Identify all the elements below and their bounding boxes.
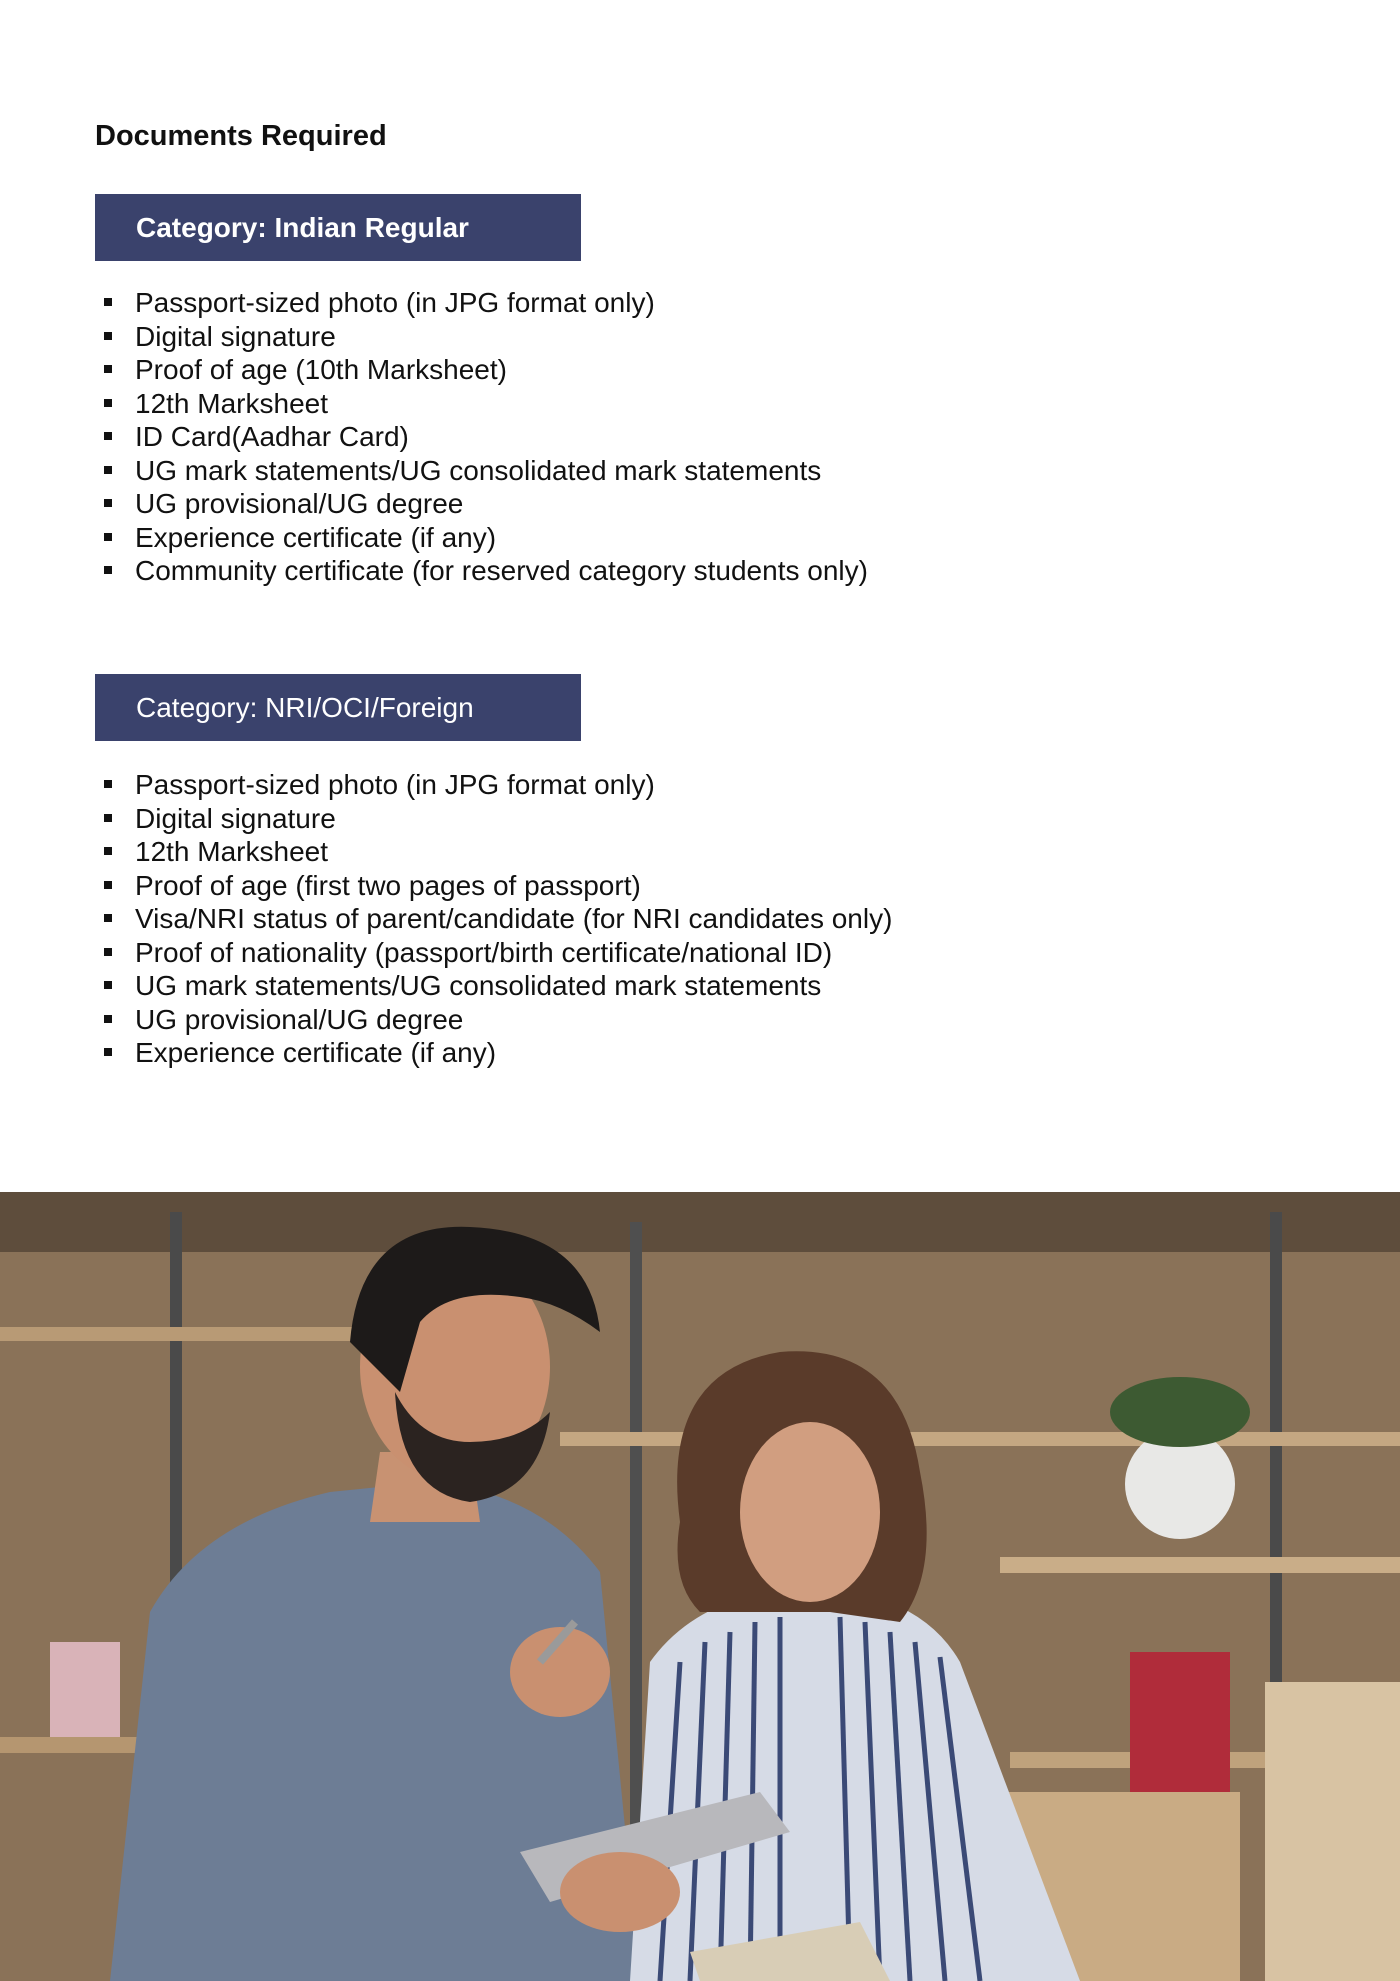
list-item [95,320,868,354]
list-item-text: 12th Marksheet [135,387,328,419]
list-item-text: Passport-sized photo (in JPG format only) [135,769,655,800]
man-hand [560,1852,680,1932]
woman-face [740,1422,880,1602]
list-item-text: Visa/NRI status of parent/candidate (for NRI candidates only) [135,903,893,934]
list-item [95,902,892,936]
shelf-box [1130,1652,1230,1792]
list-item [95,1003,892,1037]
square-bullet-icon [104,1015,112,1023]
list-item [95,1036,892,1070]
square-bullet-icon [104,298,112,306]
list-item [95,487,868,521]
square-bullet-icon [104,948,112,956]
shelf-board [1000,1557,1400,1573]
square-bullet-icon [104,881,112,889]
square-bullet-icon [104,847,112,855]
list-item [95,387,868,421]
square-bullet-icon [104,432,112,440]
page-title: Documents Required [95,120,387,152]
list-item [95,521,868,555]
list-item-text: 12th Marksheet [135,836,328,867]
list-item [95,554,868,588]
square-bullet-icon [104,499,112,507]
square-bullet-icon [104,332,112,340]
square-bullet-icon [104,533,112,541]
list-item [95,835,892,869]
shelf-cabinet [1265,1682,1400,1981]
people-photo [0,1192,1400,1981]
list-item-text: UG mark statements/UG consolidated mark statements [135,970,822,1001]
list-item [95,454,868,488]
list-item-text: Digital signature [135,802,336,834]
list-item [95,936,892,970]
square-bullet-icon [104,566,112,574]
list-item-text: Proof of nationality (passport/birth certificate/national ID) [135,936,833,968]
list-item-text: Proof of age (first two pages of passport) [135,869,641,901]
square-bullet-icon [104,780,112,788]
square-bullet-icon [104,1048,112,1056]
square-bullet-icon [104,466,112,474]
list-item-text: ID Card(Aadhar Card) [135,421,409,452]
list-item [95,969,892,1003]
list-item-text: Experience certificate (if any) [135,521,497,553]
list-item-text: Passport-sized photo (in JPG format only) [135,287,655,318]
list-item [95,802,892,836]
list-item-text: Proof of age (10th Marksheet) [135,354,507,385]
photo-ceiling [0,1192,1400,1252]
square-bullet-icon [104,981,112,989]
category-banner-indian-regular: Category: Indian Regular [95,194,581,261]
list-item [95,286,868,320]
square-bullet-icon [104,914,112,922]
list-item [95,420,868,454]
square-bullet-icon [104,399,112,407]
list-item [95,353,868,387]
shelf-box [50,1642,120,1737]
plant-leaves [1110,1377,1250,1447]
category-banner-nri-oci-foreign: Category: NRI/OCI/Foreign [95,674,581,741]
list-item-text: UG mark statements/UG consolidated mark statements [135,454,822,486]
people-photo-illustration [0,1192,1400,1981]
indian-regular-document-list [95,286,868,588]
list-item-text: UG provisional/UG degree [135,1003,464,1035]
list-item-text: Community certificate (for reserved category students only) [135,555,868,586]
list-item-text: Digital signature [135,320,336,352]
list-item-text: Experience certificate (if any) [135,1037,497,1068]
list-item-text: UG provisional/UG degree [135,488,464,519]
nri-oci-foreign-document-list [95,768,892,1070]
square-bullet-icon [104,814,112,822]
square-bullet-icon [104,365,112,373]
list-item [95,768,892,802]
list-item [95,869,892,903]
